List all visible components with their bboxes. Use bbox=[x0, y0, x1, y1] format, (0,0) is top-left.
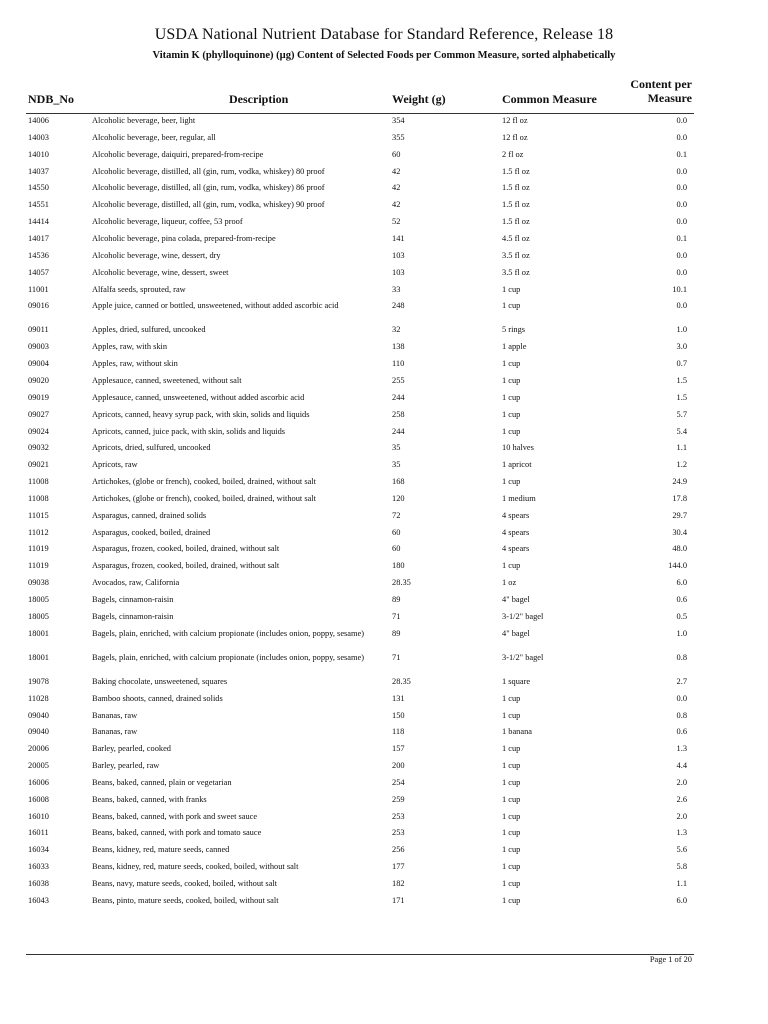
description-cell: Bagels, plain, enriched, with calcium propionate (includes onion, poppy, sesame) bbox=[92, 652, 365, 662]
column-header-description: Description bbox=[229, 92, 289, 106]
ndb-cell: 16043 bbox=[28, 895, 49, 905]
content-per-measure-cell: 0.0 bbox=[676, 116, 687, 125]
ndb-cell: 20005 bbox=[28, 761, 49, 771]
description-cell: Alcoholic beverage, distilled, all (gin, rum, vodka, whiskey) 80 proof bbox=[92, 166, 325, 176]
weight-cell: 182 bbox=[392, 879, 405, 888]
content-per-measure-cell: 5.4 bbox=[676, 426, 687, 436]
common-measure-cell: 1 cup bbox=[502, 284, 521, 294]
weight-cell: 138 bbox=[392, 342, 405, 352]
ndb-cell: 09003 bbox=[28, 342, 49, 352]
weight-cell: 89 bbox=[392, 595, 401, 604]
ndb-cell: 09040 bbox=[28, 727, 49, 737]
common-measure-cell: 1 cup bbox=[502, 879, 521, 888]
weight-cell: 255 bbox=[392, 375, 405, 385]
description-cell: Beans, baked, canned, with franks bbox=[92, 794, 207, 804]
weight-cell: 32 bbox=[392, 325, 401, 335]
content-per-measure-cell: 3.0 bbox=[676, 342, 687, 352]
description-cell: Apple juice, canned or bottled, unsweetened, without added ascorbic acid bbox=[92, 301, 339, 311]
content-per-measure-cell: 0.0 bbox=[676, 217, 687, 227]
content-per-measure-cell: 1.3 bbox=[676, 744, 687, 754]
weight-cell: 28.35 bbox=[392, 676, 411, 686]
ndb-cell: 14006 bbox=[28, 116, 49, 125]
content-per-measure-cell: 0.0 bbox=[676, 267, 687, 277]
weight-cell: 258 bbox=[392, 409, 405, 419]
ndb-cell: 09004 bbox=[28, 359, 49, 369]
ndb-cell: 16008 bbox=[28, 794, 49, 804]
weight-cell: 103 bbox=[392, 267, 405, 277]
weight-cell: 244 bbox=[392, 426, 405, 436]
content-per-measure-cell: 1.1 bbox=[676, 443, 687, 453]
weight-cell: 89 bbox=[392, 628, 401, 638]
weight-cell: 110 bbox=[392, 359, 405, 369]
weight-cell: 42 bbox=[392, 183, 401, 193]
description-cell: Alcoholic beverage, beer, regular, all bbox=[92, 132, 216, 142]
weight-cell: 131 bbox=[392, 693, 405, 703]
ndb-cell: 19078 bbox=[28, 676, 49, 686]
common-measure-cell: 1 cup bbox=[502, 301, 521, 311]
content-per-measure-cell: 48.0 bbox=[672, 544, 687, 554]
weight-cell: 150 bbox=[392, 710, 405, 720]
weight-cell: 200 bbox=[392, 761, 405, 771]
column-header-ndb: NDB_No bbox=[28, 92, 75, 106]
common-measure-cell: 1 cup bbox=[502, 811, 521, 821]
common-measure-cell: 1 cup bbox=[502, 561, 521, 571]
weight-cell: 355 bbox=[392, 132, 405, 142]
weight-cell: 60 bbox=[392, 149, 401, 159]
ndb-cell: 14057 bbox=[28, 267, 49, 277]
description-cell: Asparagus, frozen, cooked, boiled, drained, without salt bbox=[92, 561, 280, 571]
common-measure-cell: 10 halves bbox=[502, 443, 534, 453]
common-measure-cell: 1 square bbox=[502, 676, 531, 686]
weight-cell: 256 bbox=[392, 845, 405, 855]
ndb-cell: 11019 bbox=[28, 544, 49, 554]
content-per-measure-cell: 6.0 bbox=[676, 578, 687, 588]
ndb-cell: 14037 bbox=[28, 166, 49, 176]
common-measure-cell: 1.5 fl oz bbox=[502, 217, 530, 227]
weight-cell: 259 bbox=[392, 794, 405, 804]
ndb-cell: 11001 bbox=[28, 284, 49, 294]
description-cell: Asparagus, cooked, boiled, drained bbox=[92, 527, 211, 537]
content-per-measure-cell: 0.1 bbox=[676, 149, 687, 159]
ndb-cell: 09038 bbox=[28, 578, 49, 588]
ndb-cell: 11008 bbox=[28, 493, 49, 503]
ndb-cell: 16006 bbox=[28, 777, 49, 787]
description-cell: Beans, pinto, mature seeds, cooked, boiled, without salt bbox=[92, 895, 279, 905]
weight-cell: 177 bbox=[392, 862, 405, 872]
ndb-cell: 11008 bbox=[28, 477, 49, 487]
ndb-cell: 18001 bbox=[28, 628, 49, 638]
weight-cell: 157 bbox=[392, 744, 405, 754]
content-per-measure-cell: 1.0 bbox=[676, 325, 687, 335]
content-per-measure-cell: 0.0 bbox=[676, 132, 687, 142]
description-cell: Alcoholic beverage, distilled, all (gin, rum, vodka, whiskey) 90 proof bbox=[92, 200, 325, 210]
content-per-measure-cell: 0.1 bbox=[676, 233, 687, 243]
weight-cell: 28.35 bbox=[392, 578, 411, 588]
common-measure-cell: 1.5 fl oz bbox=[502, 166, 530, 176]
column-header-common-measure: Common Measure bbox=[502, 92, 597, 106]
common-measure-cell: 12 fl oz bbox=[502, 116, 528, 125]
content-per-measure-cell: 2.6 bbox=[676, 794, 687, 804]
description-cell: Barley, pearled, cooked bbox=[92, 744, 171, 754]
ndb-cell: 16033 bbox=[28, 862, 49, 872]
common-measure-cell: 1.5 fl oz bbox=[502, 183, 530, 193]
description-cell: Bananas, raw bbox=[92, 727, 138, 737]
description-cell: Beans, kidney, red, mature seeds, cooked, boiled, without salt bbox=[92, 862, 299, 872]
ndb-cell: 14551 bbox=[28, 200, 49, 210]
weight-cell: 171 bbox=[392, 895, 405, 905]
common-measure-cell: 1 cup bbox=[502, 845, 521, 855]
common-measure-cell: 5 rings bbox=[502, 325, 526, 335]
ndb-cell: 09021 bbox=[28, 460, 49, 470]
description-cell: Barley, pearled, raw bbox=[92, 761, 160, 771]
common-measure-cell: 12 fl oz bbox=[502, 132, 528, 142]
description-cell: Alcoholic beverage, distilled, all (gin, rum, vodka, whiskey) 86 proof bbox=[92, 183, 325, 193]
common-measure-cell: 1 cup bbox=[502, 794, 521, 804]
description-cell: Bagels, cinnamon-raisin bbox=[92, 595, 174, 604]
ndb-cell: 09032 bbox=[28, 443, 49, 453]
common-measure-cell: 1 medium bbox=[502, 493, 536, 503]
ndb-cell: 09040 bbox=[28, 710, 49, 720]
weight-cell: 120 bbox=[392, 493, 405, 503]
ndb-cell: 09016 bbox=[28, 301, 49, 311]
weight-cell: 35 bbox=[392, 460, 401, 470]
common-measure-cell: 1.5 fl oz bbox=[502, 200, 530, 210]
page-number: Page 1 of 20 bbox=[649, 955, 692, 964]
content-per-measure-cell: 6.0 bbox=[676, 895, 687, 905]
common-measure-cell: 1 cup bbox=[502, 392, 521, 402]
ndb-cell: 14550 bbox=[28, 183, 49, 193]
content-per-measure-cell: 2.0 bbox=[676, 777, 687, 787]
content-per-measure-cell: 1.2 bbox=[676, 460, 687, 470]
content-per-measure-cell: 1.1 bbox=[676, 879, 687, 888]
page-subtitle: Vitamin K (phylloquinone) (µg) Content of Selected Foods per Common Measure, sorted alphabetically bbox=[152, 50, 616, 61]
common-measure-cell: 4 spears bbox=[502, 544, 530, 554]
content-per-measure-cell: 0.0 bbox=[676, 183, 687, 193]
description-cell: Bagels, cinnamon-raisin bbox=[92, 611, 174, 621]
weight-cell: 248 bbox=[392, 301, 405, 311]
common-measure-cell: 4 spears bbox=[502, 527, 530, 537]
description-cell: Applesauce, canned, unsweetened, without added ascorbic acid bbox=[92, 392, 305, 402]
ndb-cell: 16010 bbox=[28, 811, 49, 821]
weight-cell: 168 bbox=[392, 477, 405, 487]
description-cell: Alcoholic beverage, pina colada, prepared-from-recipe bbox=[92, 233, 276, 243]
common-measure-cell: 1 apple bbox=[502, 342, 527, 352]
common-measure-cell: 1 cup bbox=[502, 761, 521, 771]
ndb-cell: 09011 bbox=[28, 325, 49, 335]
common-measure-cell: 1 cup bbox=[502, 895, 521, 905]
ndb-cell: 09027 bbox=[28, 409, 49, 419]
column-header-content-per-measure: Content per Measure bbox=[630, 77, 692, 105]
ndb-cell: 18005 bbox=[28, 611, 49, 621]
content-per-measure-cell: 10.1 bbox=[672, 284, 687, 294]
description-cell: Apricots, canned, juice pack, with skin, solids and liquids bbox=[92, 426, 286, 436]
ndb-cell: 14010 bbox=[28, 149, 49, 159]
content-per-measure-cell: 0.6 bbox=[676, 727, 687, 737]
content-per-measure-cell: 1.5 bbox=[676, 392, 687, 402]
weight-cell: 33 bbox=[392, 284, 401, 294]
common-measure-cell: 1 cup bbox=[502, 359, 521, 369]
common-measure-cell: 1 cup bbox=[502, 375, 521, 385]
ndb-cell: 14003 bbox=[28, 132, 49, 142]
content-per-measure-cell: 0.0 bbox=[676, 693, 687, 703]
description-cell: Beans, baked, canned, with pork and sweet sauce bbox=[92, 811, 258, 821]
description-cell: Baking chocolate, unsweetened, squares bbox=[92, 676, 228, 686]
common-measure-cell: 4" bagel bbox=[502, 628, 530, 638]
description-cell: Avocados, raw, California bbox=[92, 578, 180, 588]
weight-cell: 244 bbox=[392, 392, 405, 402]
content-per-measure-cell: 5.8 bbox=[676, 862, 687, 872]
description-cell: Bagels, plain, enriched, with calcium propionate (includes onion, poppy, sesame) bbox=[92, 628, 365, 638]
ndb-cell: 11015 bbox=[28, 510, 49, 520]
content-per-measure-cell: 0.7 bbox=[676, 359, 687, 369]
common-measure-cell: 4" bagel bbox=[502, 595, 530, 604]
description-cell: Apples, raw, with skin bbox=[92, 342, 168, 352]
weight-cell: 60 bbox=[392, 544, 401, 554]
common-measure-cell: 3-1/2" bagel bbox=[502, 652, 544, 662]
content-per-measure-cell: 17.8 bbox=[672, 493, 687, 503]
description-cell: Beans, navy, mature seeds, cooked, boiled, without salt bbox=[92, 879, 278, 888]
page-title: USDA National Nutrient Database for Standard Reference, Release 18 bbox=[154, 26, 614, 43]
content-per-measure-cell: 0.0 bbox=[676, 301, 687, 311]
ndb-cell: 09020 bbox=[28, 375, 49, 385]
common-measure-cell: 4.5 fl oz bbox=[502, 233, 530, 243]
description-cell: Bananas, raw bbox=[92, 710, 138, 720]
weight-cell: 141 bbox=[392, 233, 405, 243]
weight-cell: 253 bbox=[392, 828, 405, 838]
content-per-measure-cell: 2.7 bbox=[676, 676, 687, 686]
description-cell: Asparagus, canned, drained solids bbox=[92, 510, 207, 520]
description-cell: Apples, raw, without skin bbox=[92, 359, 178, 369]
description-cell: Apricots, raw bbox=[92, 460, 138, 470]
content-per-measure-cell: 29.7 bbox=[672, 510, 687, 520]
description-cell: Alcoholic beverage, daiquiri, prepared-from-recipe bbox=[92, 149, 264, 159]
common-measure-cell: 1 cup bbox=[502, 693, 521, 703]
description-cell: Alcoholic beverage, wine, dessert, sweet bbox=[92, 267, 229, 277]
weight-cell: 354 bbox=[392, 116, 405, 125]
common-measure-cell: 1 cup bbox=[502, 744, 521, 754]
content-per-measure-cell: 0.5 bbox=[676, 611, 687, 621]
common-measure-cell: 1 cup bbox=[502, 828, 521, 838]
weight-cell: 71 bbox=[392, 652, 401, 662]
description-cell: Apricots, dried, sulfured, uncooked bbox=[92, 443, 211, 453]
content-per-measure-cell: 0.8 bbox=[676, 652, 687, 662]
weight-cell: 103 bbox=[392, 250, 405, 260]
content-per-measure-cell: 1.5 bbox=[676, 375, 687, 385]
description-cell: Alcoholic beverage, beer, light bbox=[92, 116, 196, 125]
ndb-cell: 20006 bbox=[28, 744, 49, 754]
common-measure-cell: 1 banana bbox=[502, 727, 532, 737]
common-measure-cell: 1 cup bbox=[502, 477, 521, 487]
content-per-measure-cell: 1.3 bbox=[676, 828, 687, 838]
weight-cell: 42 bbox=[392, 166, 401, 176]
ndb-cell: 18001 bbox=[28, 652, 49, 662]
common-measure-cell: 1 cup bbox=[502, 409, 521, 419]
weight-cell: 253 bbox=[392, 811, 405, 821]
content-per-measure-cell: 5.7 bbox=[676, 409, 687, 419]
ndb-cell: 11028 bbox=[28, 693, 49, 703]
weight-cell: 52 bbox=[392, 217, 401, 227]
content-per-measure-cell: 0.0 bbox=[676, 200, 687, 210]
ndb-cell: 14536 bbox=[28, 250, 49, 260]
ndb-cell: 16011 bbox=[28, 828, 49, 838]
description-cell: Apples, dried, sulfured, uncooked bbox=[92, 325, 206, 335]
content-per-measure-cell: 2.0 bbox=[676, 811, 687, 821]
description-cell: Alfalfa seeds, sprouted, raw bbox=[92, 284, 186, 294]
common-measure-cell: 3.5 fl oz bbox=[502, 250, 530, 260]
content-per-measure-cell: 4.4 bbox=[676, 761, 687, 771]
description-cell: Artichokes, (globe or french), cooked, boiled, drained, without salt bbox=[92, 493, 316, 503]
content-per-measure-cell: 5.6 bbox=[676, 845, 687, 855]
description-cell: Artichokes, (globe or french), cooked, boiled, drained, without salt bbox=[92, 477, 316, 487]
content-per-measure-cell: 1.0 bbox=[676, 628, 687, 638]
content-per-measure-cell: 0.6 bbox=[676, 595, 687, 604]
content-per-measure-cell: 30.4 bbox=[672, 527, 687, 537]
common-measure-cell: 1 cup bbox=[502, 777, 521, 787]
weight-cell: 42 bbox=[392, 200, 401, 210]
weight-cell: 72 bbox=[392, 510, 401, 520]
description-cell: Apricots, canned, heavy syrup pack, with skin, solids and liquids bbox=[92, 409, 310, 419]
description-cell: Beans, kidney, red, mature seeds, canned bbox=[92, 845, 230, 855]
ndb-cell: 11019 bbox=[28, 561, 49, 571]
common-measure-cell: 1 cup bbox=[502, 426, 521, 436]
common-measure-cell: 1 cup bbox=[502, 710, 521, 720]
ndb-cell: 14017 bbox=[28, 233, 49, 243]
content-per-measure-cell: 0.0 bbox=[676, 166, 687, 176]
description-cell: Bamboo shoots, canned, drained solids bbox=[92, 693, 223, 703]
ndb-cell: 11012 bbox=[28, 527, 49, 537]
ndb-cell: 16038 bbox=[28, 879, 49, 888]
content-per-measure-cell: 0.0 bbox=[676, 250, 687, 260]
content-per-measure-cell: 0.8 bbox=[676, 710, 687, 720]
description-cell: Alcoholic beverage, wine, dessert, dry bbox=[92, 250, 221, 260]
weight-cell: 35 bbox=[392, 443, 401, 453]
common-measure-cell: 2 fl oz bbox=[502, 149, 524, 159]
common-measure-cell: 3-1/2" bagel bbox=[502, 611, 544, 621]
ndb-cell: 09024 bbox=[28, 426, 49, 436]
common-measure-cell: 1 cup bbox=[502, 862, 521, 872]
common-measure-cell: 3.5 fl oz bbox=[502, 267, 530, 277]
description-cell: Beans, baked, canned, with pork and tomato sauce bbox=[92, 828, 262, 838]
common-measure-cell: 1 oz bbox=[502, 578, 517, 588]
footer-divider bbox=[26, 954, 694, 955]
content-per-measure-cell: 24.9 bbox=[672, 477, 687, 487]
ndb-cell: 09019 bbox=[28, 392, 49, 402]
description-cell: Applesauce, canned, sweetened, without salt bbox=[92, 375, 242, 385]
weight-cell: 180 bbox=[392, 561, 405, 571]
weight-cell: 71 bbox=[392, 611, 401, 621]
description-cell: Beans, baked, canned, plain or vegetarian bbox=[92, 777, 232, 787]
description-cell: Asparagus, frozen, cooked, boiled, drained, without salt bbox=[92, 544, 280, 554]
weight-cell: 118 bbox=[392, 727, 405, 737]
ndb-cell: 14414 bbox=[28, 217, 49, 227]
header-divider bbox=[26, 113, 694, 114]
column-header-weight: Weight (g) bbox=[392, 92, 446, 106]
common-measure-cell: 1 apricot bbox=[502, 460, 532, 470]
common-measure-cell: 4 spears bbox=[502, 510, 530, 520]
ndb-cell: 16034 bbox=[28, 845, 49, 855]
weight-cell: 254 bbox=[392, 777, 405, 787]
ndb-cell: 18005 bbox=[28, 595, 49, 604]
weight-cell: 60 bbox=[392, 527, 401, 537]
content-per-measure-cell: 144.0 bbox=[668, 561, 687, 571]
description-cell: Alcoholic beverage, liqueur, coffee, 53 proof bbox=[92, 217, 243, 227]
